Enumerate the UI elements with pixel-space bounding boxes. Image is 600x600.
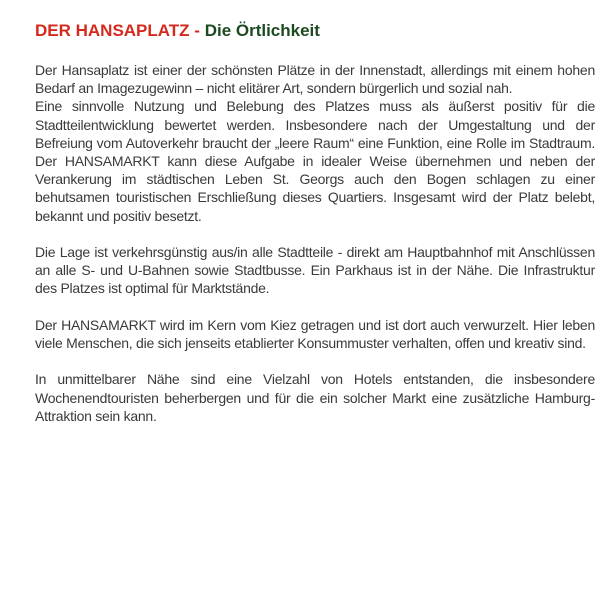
paragraph-community: Der HANSAMARKT wird im Kern vom Kiez getragen und ist dort auch verwurzelt. Hier leben viele Menschen, die sich jenseits etablierter Konsummuster verhalten, offen und kreativ sind. [35,316,595,352]
paragraph-intro: Der Hansaplatz ist einer der schönsten Plätze in der Innenstadt, allerdings mit einem hohen Bedarf an Imagezugewinn – nicht elitärer Art, sondern bürgerlich und sozial nah. [35,62,595,97]
paragraph-usage: Eine sinnvolle Nutzung und Belebung des Platzes muss als äußerst positiv für die Stadtteilentwicklung bewertet werden. Insbesondere nach der Umgestaltung und der Befreiung vom Autoverkehr braucht der „leere Raum“ eine Funktion, eine Rolle im Stadtraum. Der HANSAMARKT kann diese Aufgabe in idealer Weise übernehmen und neben der Verankerung im städtischen Leben St. Georgs auch den Bogen schlagen zu einer behutsamen touristischen Erschließung dieses Quartiers. Insgesamt wird der Platz belebt, bekannt und positiv besetzt. [35,98,595,224]
page-content [35,20,595,425]
page-title [35,20,595,42]
body-text [35,61,595,425]
paragraph-location: Die Lage ist verkehrsgünstig aus/in alle Stadtteile - direkt am Hauptbahnhof mit Anschlüssen an alle S- und U-Bahnen sowie Stadtbusse. Ein Parkhaus ist in der Nähe. Die Infrastruktur des Platzes ist optimal für Marktstände. [35,244,595,297]
title-subtitle: Die Örtlichkeit [204,21,320,40]
title-separator: - [189,21,205,40]
paragraph-hotels: In unmittelbarer Nähe sind eine Vielzahl von Hotels entstanden, die insbesondere Wochenendtouristen beherbergen und für die ein solcher Markt eine zusätzliche Hamburg-Attraktion sein kann. [35,371,595,424]
title-main: DER HANSAPLATZ [35,21,190,40]
